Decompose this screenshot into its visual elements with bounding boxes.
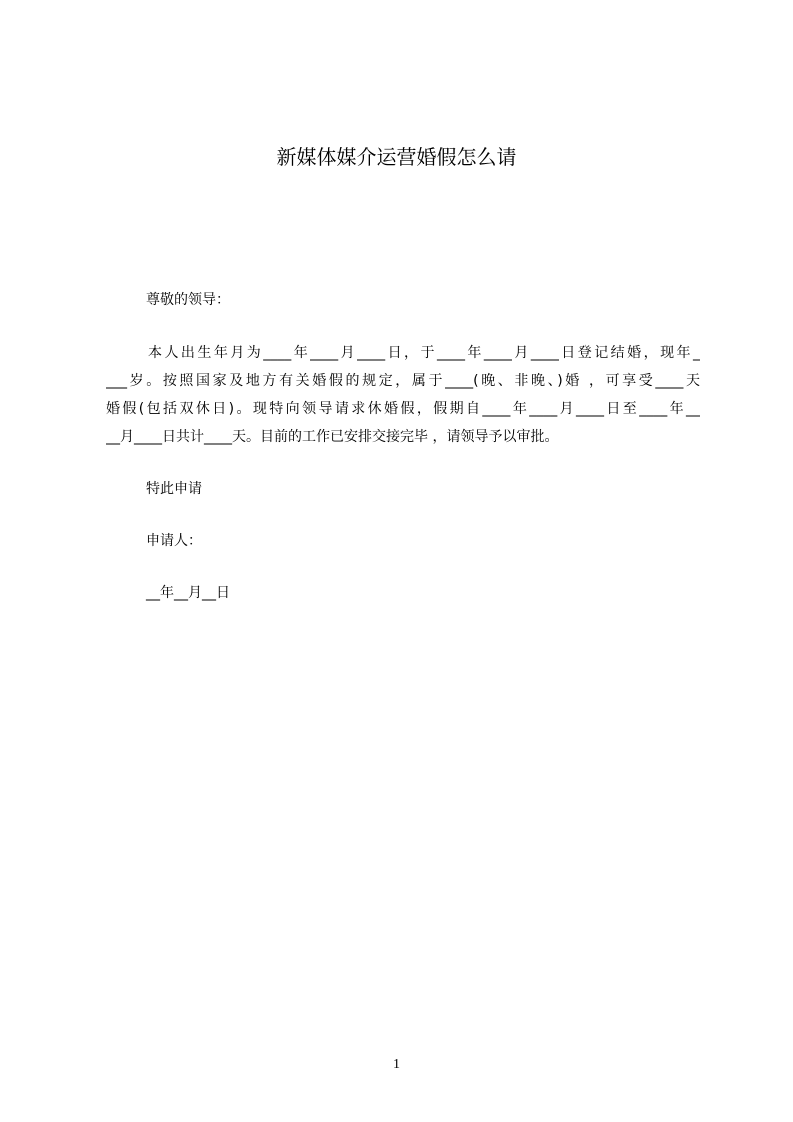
page-number: 1 <box>393 1057 400 1072</box>
closing-text: 特此申请 <box>146 481 202 497</box>
body-paragraph <box>106 339 700 451</box>
salutation: 尊敬的领导： <box>146 292 230 308</box>
body-line: ___岁。按照国家及地方有关婚假的规定，属于____(晚、非晚、)婚 ，可享受____天 <box>106 373 700 389</box>
body-line: __月____日共计____天。目前的工作已安排交接完毕 ，请领导予以审批。 <box>106 429 559 445</box>
date-line: __年__月__日 <box>146 585 230 601</box>
body-line: 本人出生年月为____年____月____日，于____年____月____日登记结婚，现年_ <box>148 345 700 361</box>
body-line: 婚假(包括双休日)。现特向领导请求休婚假，假期自____年____月____日至____年__ <box>106 401 700 417</box>
document-title: 新媒体媒介运营婚假怎么请 <box>276 145 517 169</box>
applicant-label: 申请人： <box>146 533 202 549</box>
